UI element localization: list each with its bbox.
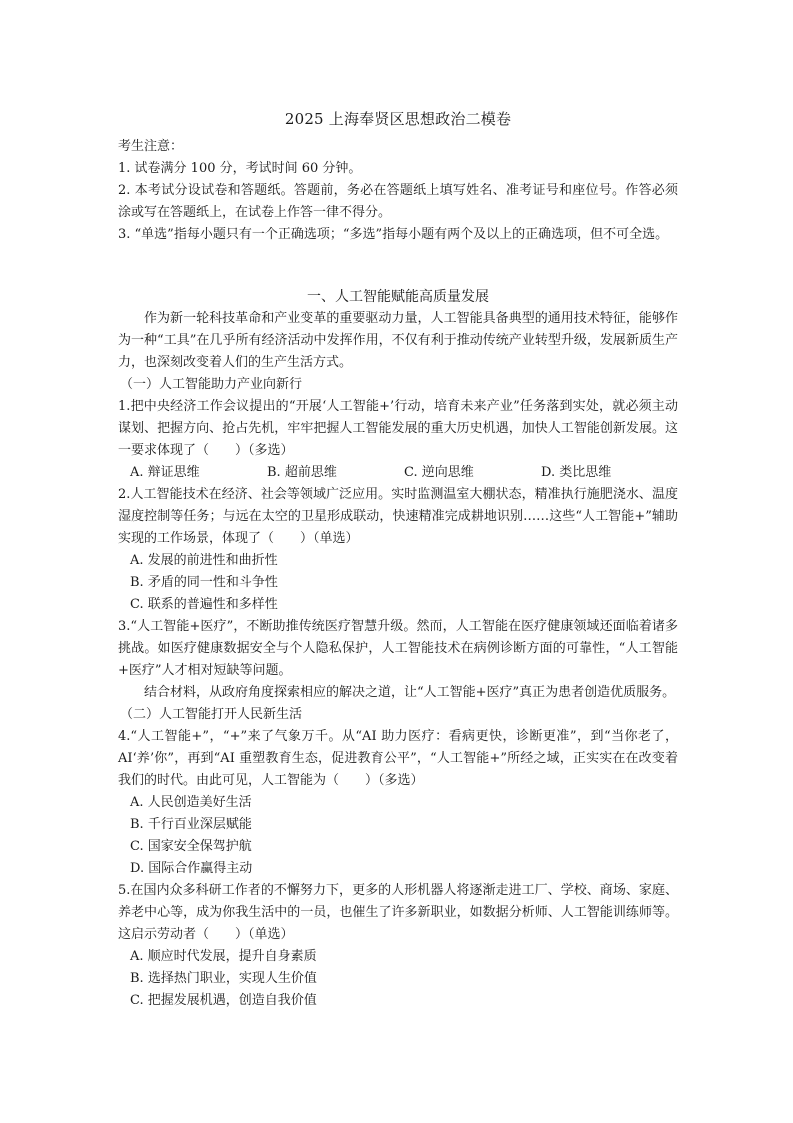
question-2-option-c[interactable]: C. 联系的普遍性和多样性 <box>130 597 278 612</box>
question-1-stem: 1.把中央经济工作会议提出的“开展‘人工智能+’行动，培育未来产业”任务落到实处，就必须主动谋划、把握方向、抢占先机，牢牢把握人工智能发展的重大历史机遇，加快人工智能创新发展。这一要求体现了（ ）（多选） <box>118 399 678 458</box>
question-3-stem: 3.“人工智能+医疗”，不断助推传统医疗智慧升级。然而，人工智能在医疗健康领域还面临着诸多挑战。如医疗健康数据安全与个人隐私保护，人工智能技术在病例诊断方面的可靠性，“人工智能+医疗”人才相对短缺等问题。 <box>118 619 678 678</box>
notice-heading: 考生注意： <box>118 139 184 154</box>
question-3 <box>118 616 678 704</box>
question-4 <box>118 726 678 880</box>
question-5-option-c[interactable]: C. 把握发展机遇，创造自我价值 <box>130 993 317 1008</box>
notice-item-2: 2. 本考试分设试卷和答题纸。答题前，务必在答题纸上填写姓名、准考证号和座位号。作答必须涂或写在答题纸上，在试卷上作答一律不得分。 <box>118 183 678 220</box>
exam-title: 2025 上海奉贤区思想政治二模卷 <box>284 110 512 128</box>
question-4-stem: 4.“人工智能+”，“+”来了气象万千。从“AI 助力医疗：看病更快，诊断更准”，到“当你老了，AI‘养’你”，再到“AI 重塑教育生态，促进教育公平”，“人工智能+”所经之域，正实实在在改变着我们的时代。由此可见，人工智能为（ ）（多选） <box>118 729 678 788</box>
candidate-notice <box>118 136 678 246</box>
question-1-option-b[interactable]: B. 超前思维 <box>267 465 337 480</box>
question-2-option-a[interactable]: A. 发展的前进性和曲折性 <box>130 553 278 568</box>
question-5-option-a[interactable]: A. 顺应时代发展，提升自身素质 <box>130 949 317 964</box>
question-2 <box>118 484 678 616</box>
question-1 <box>118 396 678 484</box>
notice-item-3: 3. “单选”指每小题只有一个正确选项；“多选”指每小题有两个及以上的正确选项，但不可全选。 <box>118 227 669 242</box>
notice-item-1: 1. 试卷满分 100 分，考试时间 60 分钟。 <box>118 161 362 176</box>
question-1-option-c[interactable]: C. 逆向思维 <box>404 465 474 480</box>
section-title: 一、人工智能赋能高质量发展 <box>307 289 489 305</box>
question-1-options <box>118 462 678 484</box>
question-5-stem: 5.在国内众多科研工作者的不懈努力下，更多的人形机器人将逐渐走进工厂、学校、商场、家庭、养老中心等，成为你我生活中的一员，也催生了许多新职业，如数据分析师、人工智能训练师等。这启示劳动者（ ）（单选） <box>118 883 678 942</box>
subsection-2-title: （二）人工智能打开人民新生活 <box>120 707 303 722</box>
question-2-option-b[interactable]: B. 矛盾的同一性和斗争性 <box>130 575 278 590</box>
question-4-option-d[interactable]: D. 国际合作赢得主动 <box>130 861 253 876</box>
question-4-option-b[interactable]: B. 千行百业深层赋能 <box>130 817 252 832</box>
question-4-option-a[interactable]: A. 人民创造美好生活 <box>130 795 252 810</box>
section-body <box>118 308 678 1012</box>
question-5-option-b[interactable]: B. 选择热门职业，实现人生价值 <box>130 971 317 986</box>
subsection-1-title: （一）人工智能助力产业向新行 <box>120 377 303 392</box>
question-1-option-d[interactable]: D. 类比思维 <box>541 465 612 480</box>
question-3-task: 结合材料，从政府角度探索相应的解决之道，让“人工智能+医疗”真正为患者创造优质服务。 <box>144 685 676 700</box>
section-intro: 作为新一轮科技革命和产业变革的重要驱动力量，人工智能具备典型的通用技术特征，能够作为一种“工具”在几乎所有经济活动中发挥作用，不仅有利于推动传统产业转型升级，发展新质生产力，也深刻改变着人们的生产生活方式。 <box>118 311 678 370</box>
question-1-option-a[interactable]: A. 辩证思维 <box>130 465 200 480</box>
question-2-stem: 2.人工智能技术在经济、社会等领域广泛应用。实时监测温室大棚状态，精准执行施肥浇水、温度湿度控制等任务；与远在太空的卫星形成联动，快速精准完成耕地识别……这些“人工智能+”辅助实现的工作场景，体现了（ ）（单选） <box>118 487 678 546</box>
question-4-option-c[interactable]: C. 国家安全保驾护航 <box>130 839 252 854</box>
question-5 <box>118 880 678 1012</box>
